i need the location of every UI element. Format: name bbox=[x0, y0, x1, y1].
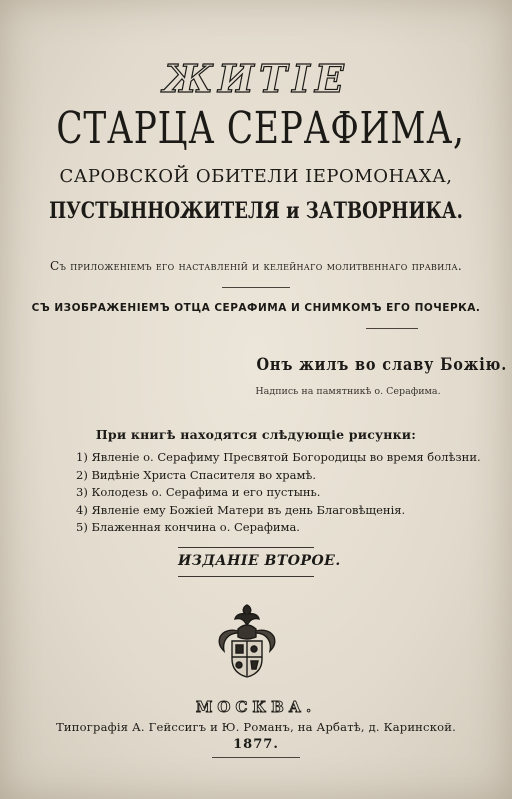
illustrations-heading: При книгѣ находятся слѣдующіе рисунки: bbox=[95, 427, 417, 442]
title-line-monastery: САРОВСКОЙ ОБИТЕЛИ ІЕРОМОНАХА, bbox=[59, 166, 453, 187]
motto-caption: Надпись на памятникѣ о. Серафима. bbox=[255, 386, 441, 397]
divider-rule bbox=[366, 328, 418, 329]
imprint-city: МОСКВА. bbox=[195, 698, 317, 716]
imprint-year: 1877. bbox=[233, 737, 279, 752]
edition-frame bbox=[178, 547, 341, 577]
list-item: 4) Явленіе ему Божіей Матери въ день Благовѣщенія. bbox=[76, 502, 406, 517]
divider-rule bbox=[222, 287, 290, 288]
divider-rule bbox=[212, 757, 300, 758]
edition-label: ИЗДАНІЕ ВТОРОЕ. bbox=[178, 553, 341, 569]
illustrations-list bbox=[76, 449, 486, 537]
title-line-hermit: ПУСТЫННОЖИТЕЛЯ и ЗАТВОРНИКА. bbox=[49, 198, 463, 224]
list-item: 3) Колодезь о. Серафима и его пустынь. bbox=[76, 485, 321, 500]
list-item: 1) Явленіе о. Серафиму Пресвятой Богородицы во время болѣзни. bbox=[76, 450, 481, 464]
imprint-printer: Типографія А. Гейссигъ и Ю. Романъ, на Арбатѣ, д. Каринской. bbox=[56, 720, 456, 734]
subtitle: Съ приложеніемъ его наставленій и келейнаго молитвеннаго правила. bbox=[50, 259, 462, 273]
list-item: 5) Блаженная кончина о. Серафима. bbox=[76, 520, 300, 535]
images-note: СЪ ИЗОБРАЖЕНІЕМЪ ОТЦА СЕРАФИМА И СНИМКОМЪ ЕГО ПОЧЕРКА. bbox=[31, 302, 481, 314]
coat-of-arms-icon bbox=[212, 603, 282, 679]
motto: Онъ жилъ во славу Божію. bbox=[256, 355, 508, 375]
title-line-name: СТАРЦА СЕРАФИМА, bbox=[56, 103, 465, 154]
title-line-zhitie: ЖИТІЕ bbox=[163, 56, 349, 101]
list-item: 2) Видѣніе Христа Спасителя во храмѣ. bbox=[76, 467, 317, 482]
